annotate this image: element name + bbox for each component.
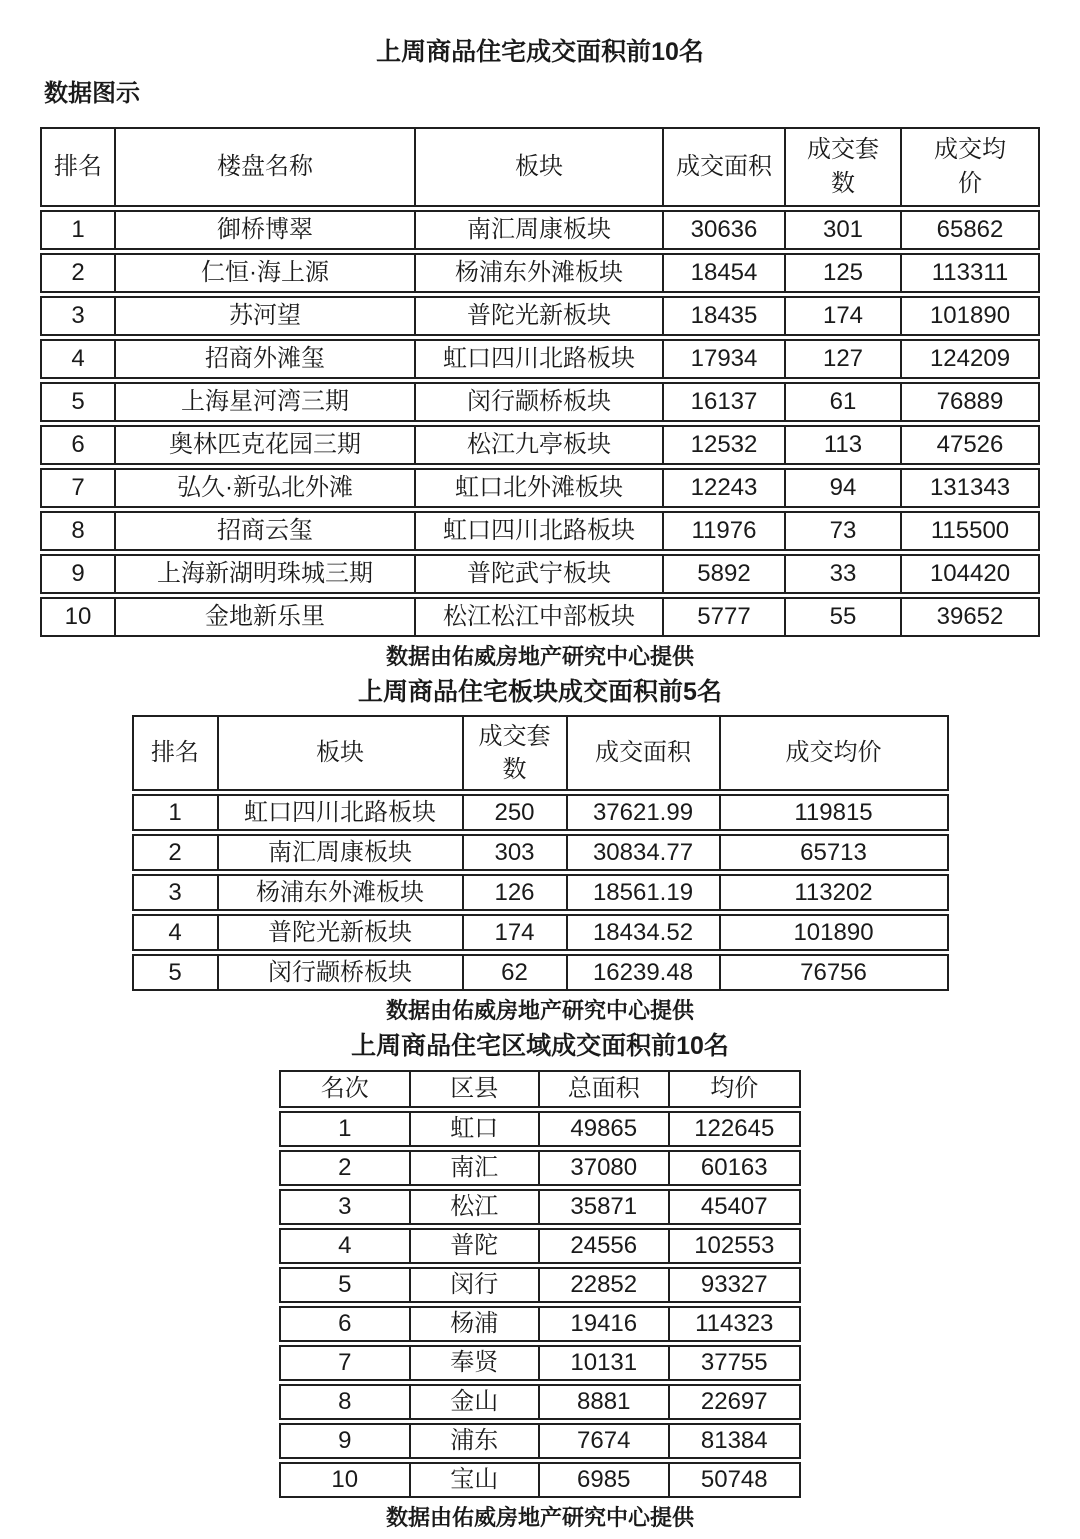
table-cell: 普陀 <box>411 1230 541 1262</box>
column-header: 排名 <box>42 129 116 205</box>
table-cell: 113 <box>786 427 902 463</box>
table-row <box>279 1189 801 1225</box>
table-cell: 16239.48 <box>568 956 721 989</box>
table-row <box>132 794 949 831</box>
table-cell: 119815 <box>794 798 873 826</box>
table-cell: 12243 <box>664 470 786 506</box>
table-cell: 76756 <box>800 958 867 986</box>
table-row <box>279 1384 801 1420</box>
table-cell: 10131 <box>540 1347 670 1379</box>
table-row <box>132 954 949 991</box>
top5-plates-table <box>132 715 949 991</box>
table-cell: 60163 <box>700 1153 768 1181</box>
table-cell: 65713 <box>800 838 867 866</box>
table-cell: 5892 <box>664 556 786 592</box>
table-cell: 6985 <box>540 1464 670 1496</box>
top10-districts-table <box>279 1070 801 1498</box>
table-cell: 仁恒·海上源 <box>116 255 416 291</box>
table-cell: 5 <box>281 1269 411 1301</box>
table-cell: 3 <box>281 1191 411 1223</box>
column-header-label: 成交套数 <box>478 722 551 784</box>
table-row <box>279 1306 801 1342</box>
table-cell: 4 <box>42 341 116 377</box>
table-cell: 普陀武宁板块 <box>416 556 664 592</box>
table-row <box>279 1423 801 1459</box>
table-cell: 南汇 <box>411 1152 541 1184</box>
column-header <box>786 129 902 205</box>
table-cell: 虹口 <box>411 1113 541 1145</box>
table-cell: 37080 <box>540 1152 670 1184</box>
table-cell: 南汇周康板块 <box>416 212 664 248</box>
table-cell: 301 <box>786 212 902 248</box>
table-cell: 65862 <box>936 216 1004 244</box>
table-cell: 上海星河湾三期 <box>116 384 416 420</box>
table-cell: 30636 <box>664 212 786 248</box>
table2-title: 上周商品住宅板块成交面积前5名 <box>358 677 722 706</box>
table-cell: 弘久·新弘北外滩 <box>116 470 416 506</box>
column-header <box>902 129 1038 205</box>
table-cell: 94 <box>786 470 902 506</box>
table-cell: 杨浦东外滩板块 <box>219 876 464 909</box>
table-cell: 113311 <box>931 259 1009 287</box>
table-cell: 18435 <box>664 298 786 334</box>
table-row <box>279 1267 801 1303</box>
table-cell: 114323 <box>695 1309 774 1337</box>
table-row <box>40 210 1040 250</box>
column-header: 名次 <box>281 1072 411 1106</box>
table-cell: 11976 <box>664 513 786 549</box>
table-cell: 37621.99 <box>568 796 721 829</box>
table-cell: 303 <box>464 836 568 869</box>
table-cell: 33 <box>786 556 902 592</box>
table-cell: 浦东 <box>411 1425 541 1457</box>
table-cell: 62 <box>464 956 568 989</box>
table-cell: 宝山 <box>411 1464 541 1496</box>
table-cell: 上海新湖明珠城三期 <box>116 556 416 592</box>
table-cell: 73 <box>786 513 902 549</box>
table-cell: 47526 <box>936 431 1004 459</box>
table-row <box>279 1111 801 1147</box>
table-cell: 普陀光新板块 <box>416 298 664 334</box>
table-cell: 125 <box>786 255 902 291</box>
table-row <box>40 382 1040 422</box>
table-cell: 115500 <box>930 517 1010 545</box>
table-row <box>279 1345 801 1381</box>
table3-title: 上周商品住宅区域成交面积前10名 <box>351 1031 729 1060</box>
table-cell: 174 <box>786 298 902 334</box>
table-cell: 18454 <box>664 255 786 291</box>
table-row <box>132 914 949 951</box>
table-cell: 松江松江中部板块 <box>416 599 664 635</box>
column-header: 均价 <box>710 1074 759 1102</box>
top10-projects-table <box>40 127 1040 637</box>
table-cell: 81384 <box>700 1426 768 1454</box>
table-cell: 17934 <box>664 341 786 377</box>
column-header: 成交均价 <box>785 739 882 767</box>
table-cell: 35871 <box>540 1191 670 1223</box>
table-cell: 招商云玺 <box>116 513 416 549</box>
table-cell: 6 <box>42 427 116 463</box>
table-cell: 2 <box>42 255 116 291</box>
table-cell: 174 <box>464 916 568 949</box>
header-row <box>279 1070 801 1108</box>
column-header <box>464 717 568 789</box>
column-header: 楼盘名称 <box>116 129 416 205</box>
table-cell: 虹口北外滩板块 <box>416 470 664 506</box>
table-cell: 24556 <box>540 1230 670 1262</box>
table-cell: 250 <box>464 796 568 829</box>
table-cell: 9 <box>281 1425 411 1457</box>
table-cell: 124209 <box>929 345 1011 373</box>
table-row <box>40 425 1040 465</box>
table-cell: 5 <box>134 956 219 989</box>
table-cell: 30834.77 <box>568 836 721 869</box>
table-cell: 7 <box>42 470 116 506</box>
column-header: 成交面积 <box>568 717 721 789</box>
header-row <box>132 715 949 791</box>
table-cell: 闵行颛桥板块 <box>219 956 464 989</box>
table-row <box>40 339 1040 379</box>
table-cell: 8 <box>42 513 116 549</box>
table-cell: 杨浦东外滩板块 <box>416 255 664 291</box>
table-cell: 虹口四川北路板块 <box>416 513 664 549</box>
table-cell: 50748 <box>700 1465 768 1493</box>
table-cell: 55 <box>786 599 902 635</box>
table-cell: 3 <box>134 876 219 909</box>
table-cell: 101890 <box>793 918 874 946</box>
table-cell: 普陀光新板块 <box>219 916 464 949</box>
table-cell: 113202 <box>794 878 873 906</box>
table-cell: 松江 <box>411 1191 541 1223</box>
table-cell: 1 <box>42 212 116 248</box>
table-cell: 101890 <box>929 302 1011 330</box>
table-cell: 3 <box>42 298 116 334</box>
column-header: 区县 <box>411 1072 541 1106</box>
table-row <box>40 511 1040 551</box>
table-cell: 金地新乐里 <box>116 599 416 635</box>
table-cell: 5 <box>42 384 116 420</box>
table-cell: 131343 <box>929 474 1011 502</box>
table-cell: 49865 <box>540 1113 670 1145</box>
table-row <box>279 1462 801 1498</box>
table-cell: 招商外滩玺 <box>116 341 416 377</box>
table-cell: 2 <box>281 1152 411 1184</box>
header-row <box>40 127 1040 207</box>
column-header-label: 成交均价 <box>934 136 1006 197</box>
table-cell: 104420 <box>929 560 1011 588</box>
column-header: 板块 <box>416 129 664 205</box>
table-cell: 12532 <box>664 427 786 463</box>
table-cell: 7 <box>281 1347 411 1379</box>
table-cell: 南汇周康板块 <box>219 836 464 869</box>
table-cell: 18561.19 <box>568 876 721 909</box>
table-cell: 8 <box>281 1386 411 1418</box>
table-cell: 苏河望 <box>116 298 416 334</box>
table-cell: 37755 <box>700 1348 768 1376</box>
table-cell: 1 <box>281 1113 411 1145</box>
table-cell: 4 <box>134 916 219 949</box>
table-cell: 10 <box>281 1464 411 1496</box>
table-cell: 虹口四川北路板块 <box>416 341 664 377</box>
table-cell: 9 <box>42 556 116 592</box>
table-row <box>40 597 1040 637</box>
table-cell: 22697 <box>700 1387 768 1415</box>
source-note-1: 数据由佑威房地产研究中心提供 <box>385 643 694 669</box>
table-cell: 122645 <box>694 1114 775 1142</box>
table1-title: 上周商品住宅成交面积前10名 <box>376 38 704 66</box>
table-row <box>40 554 1040 594</box>
table-cell: 126 <box>464 876 568 909</box>
table-cell: 7674 <box>540 1425 670 1457</box>
table-row <box>132 874 949 911</box>
table-cell: 8881 <box>540 1386 670 1418</box>
column-header: 排名 <box>134 717 219 789</box>
column-header-label: 成交套数 <box>807 136 879 197</box>
table-cell: 2 <box>134 836 219 869</box>
table-cell: 1 <box>134 796 219 829</box>
table-row <box>132 834 949 871</box>
table-cell: 奉贤 <box>411 1347 541 1379</box>
table-cell: 102553 <box>694 1231 775 1259</box>
table-cell: 御桥博翠 <box>116 212 416 248</box>
table-row <box>40 296 1040 336</box>
table-cell: 16137 <box>664 384 786 420</box>
table-cell: 奥林匹克花园三期 <box>116 427 416 463</box>
table-cell: 5777 <box>664 599 786 635</box>
table-cell: 61 <box>786 384 902 420</box>
table-row <box>40 253 1040 293</box>
table-cell: 闵行颛桥板块 <box>416 384 664 420</box>
column-header: 总面积 <box>540 1072 670 1106</box>
table-row <box>279 1228 801 1264</box>
table-cell: 39652 <box>936 603 1004 631</box>
table-cell: 10 <box>42 599 116 635</box>
column-header: 板块 <box>219 717 464 789</box>
data-illustration-label: 数据图示 <box>44 79 140 107</box>
source-note-3: 数据由佑威房地产研究中心提供 <box>385 1504 694 1530</box>
table-cell: 金山 <box>411 1386 541 1418</box>
table-cell: 虹口四川北路板块 <box>219 796 464 829</box>
column-header: 成交面积 <box>664 129 786 205</box>
table-cell: 22852 <box>540 1269 670 1301</box>
source-note-2: 数据由佑威房地产研究中心提供 <box>385 998 694 1024</box>
table-cell: 19416 <box>540 1308 670 1340</box>
table-cell: 闵行 <box>411 1269 541 1301</box>
table-cell: 松江九亭板块 <box>416 427 664 463</box>
table-cell: 76889 <box>936 388 1004 416</box>
report-page <box>0 36 1080 1532</box>
table-cell: 18434.52 <box>568 916 721 949</box>
table-cell: 杨浦 <box>411 1308 541 1340</box>
table-row <box>279 1150 801 1186</box>
table-cell: 93327 <box>700 1270 768 1298</box>
table-cell: 6 <box>281 1308 411 1340</box>
table-cell: 127 <box>786 341 902 377</box>
table-cell: 45407 <box>700 1192 768 1220</box>
table-row <box>40 468 1040 508</box>
table-cell: 4 <box>281 1230 411 1262</box>
